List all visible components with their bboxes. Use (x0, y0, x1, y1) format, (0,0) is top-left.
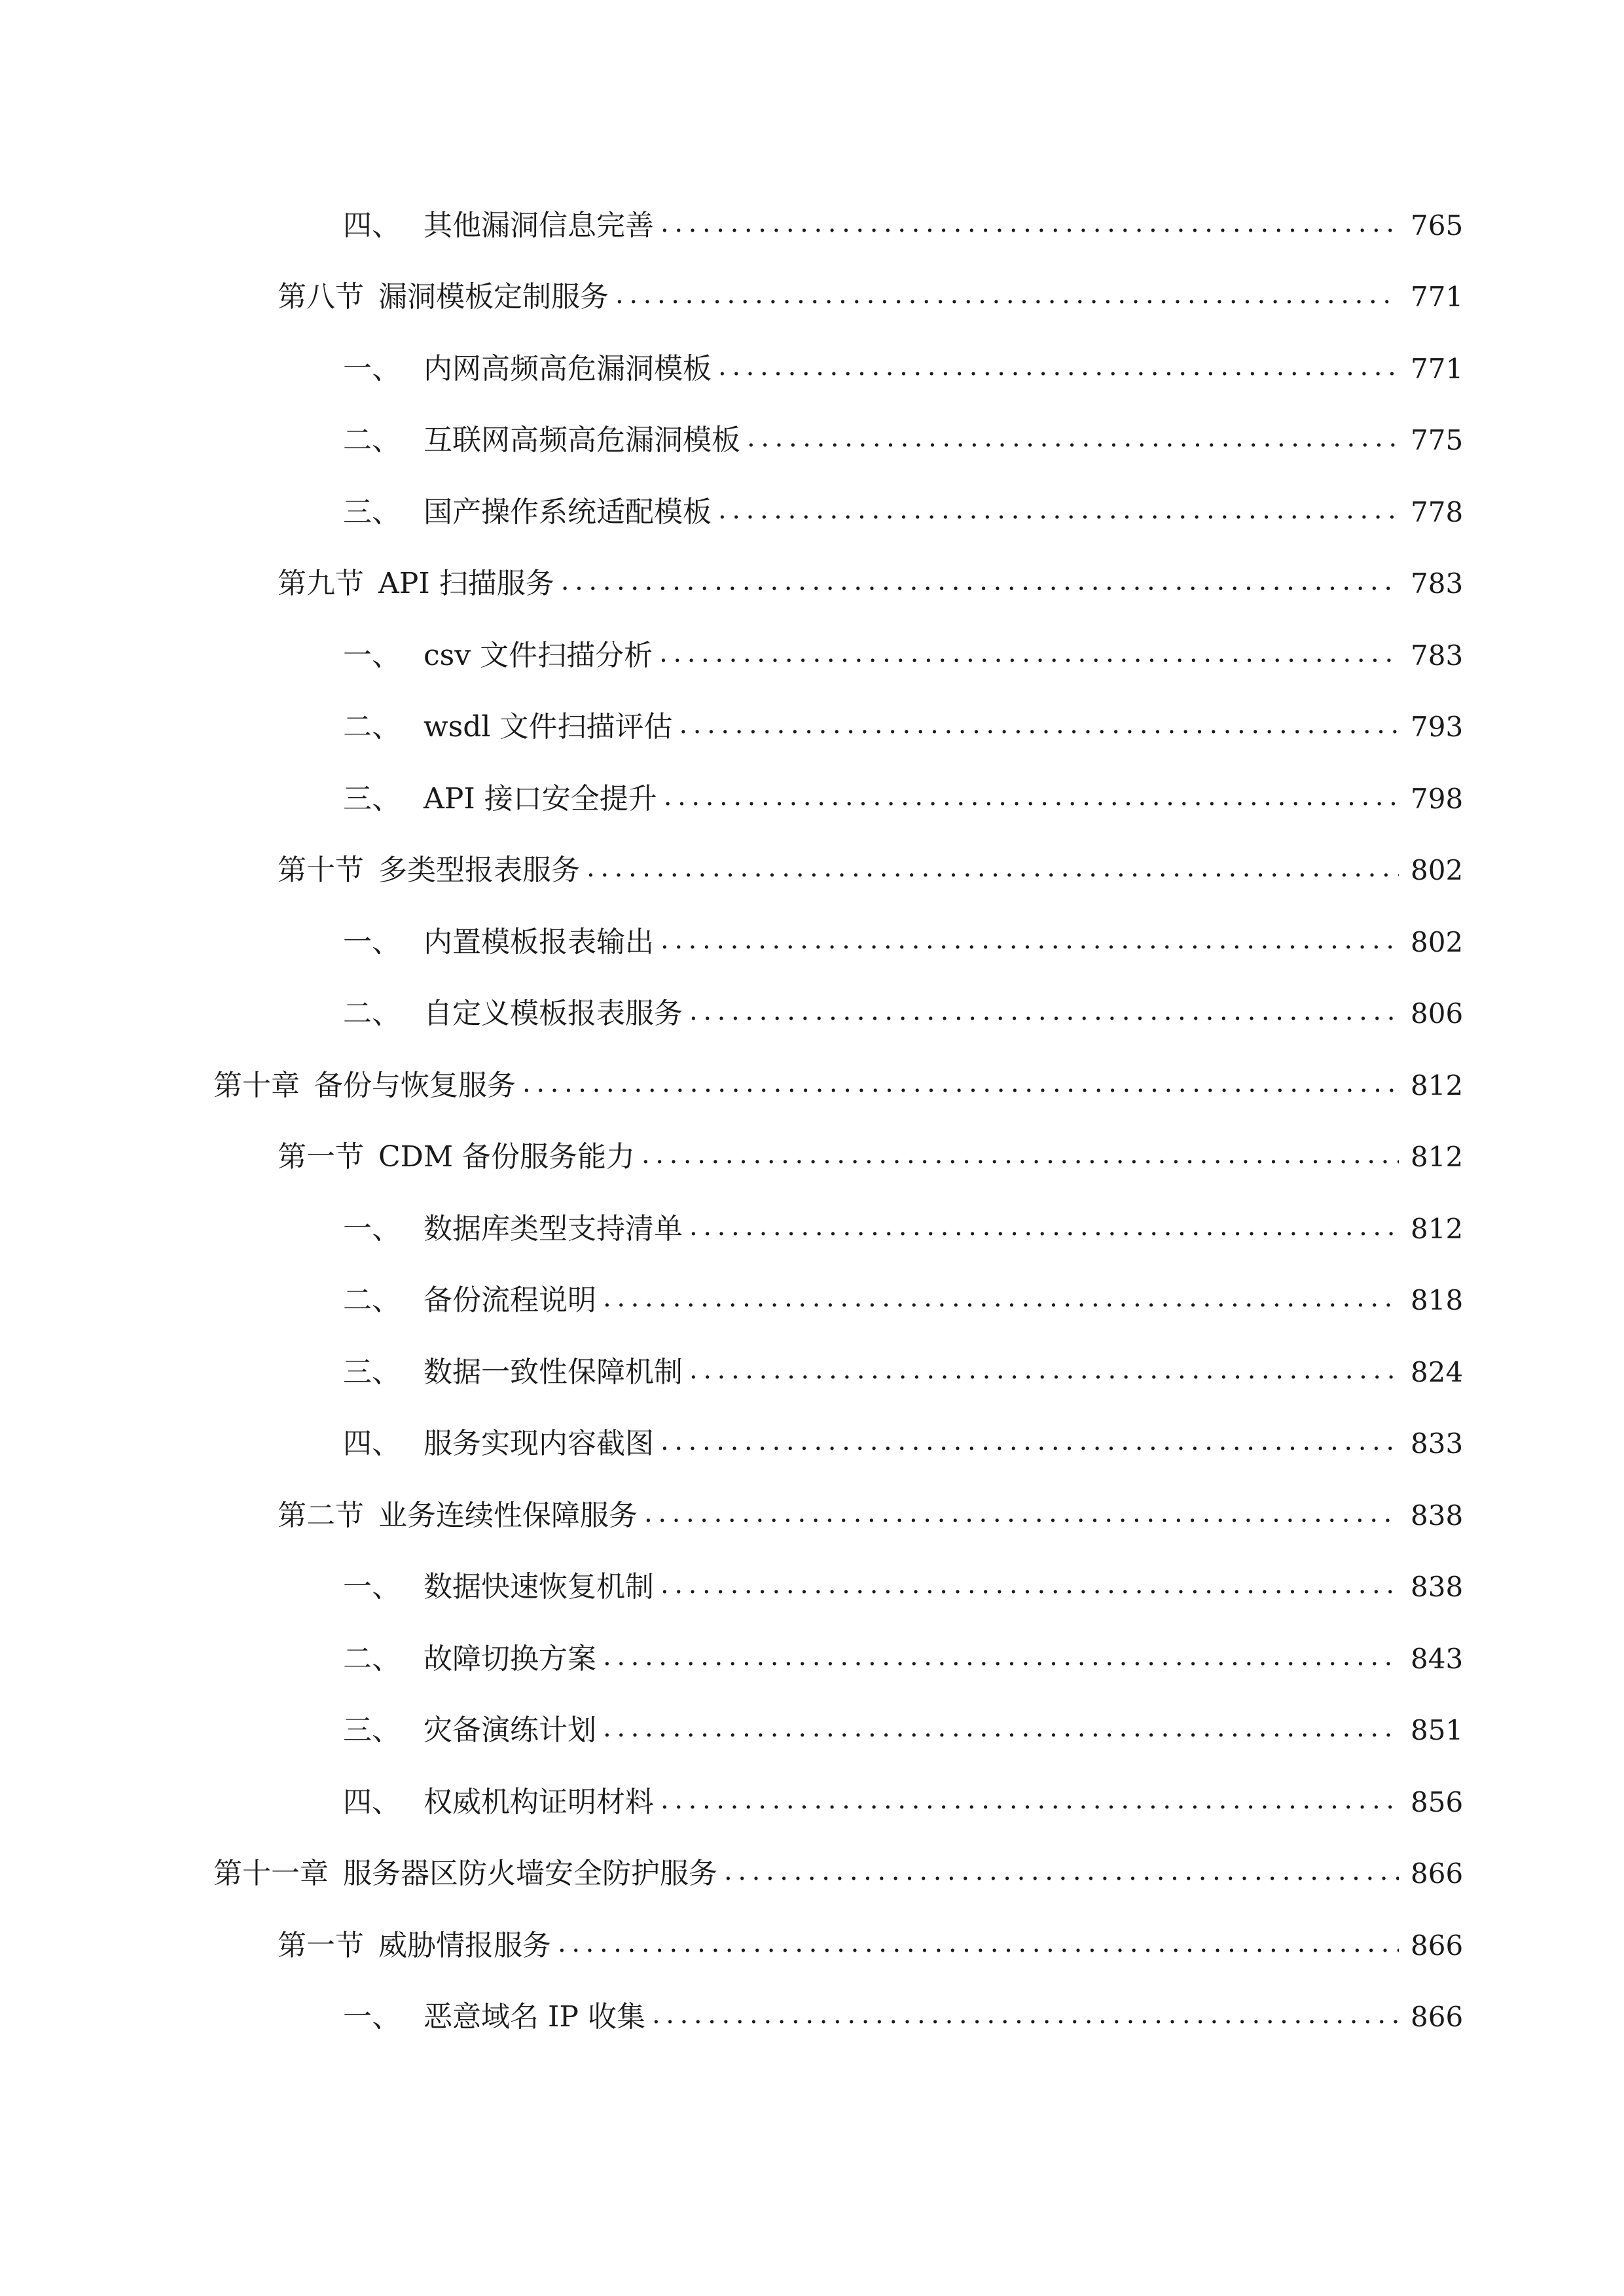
toc-entry-number: 四、 (343, 208, 401, 242)
toc-entry-number: 第九节 (278, 567, 364, 601)
toc-page-number: 843 (1411, 1642, 1464, 1675)
toc-entry-number: 四、 (343, 1785, 401, 1819)
toc-entry-title: 内置模板报表输出 (424, 925, 654, 959)
toc-page-number: 866 (1411, 1929, 1464, 1962)
toc-dot-leader (659, 641, 1399, 671)
toc-entry-number: 第二节 (278, 1498, 364, 1532)
toc-dot-leader (561, 569, 1399, 599)
toc-entry-item[interactable] (0, 1193, 1624, 1265)
toc-page-number: 778 (1411, 495, 1464, 528)
toc-dot-leader (660, 1429, 1399, 1459)
toc-entry-section[interactable] (0, 1480, 1624, 1552)
toc-entry-title: 服务器区防火墙安全防护服务 (343, 1857, 717, 1891)
toc-entry-section[interactable] (0, 1122, 1624, 1194)
toc-dot-leader (522, 1071, 1399, 1101)
toc-entry-number: 一、 (343, 2000, 401, 2034)
toc-entry-title: wsdl 文件扫描评估 (424, 710, 673, 744)
toc-entry-title: 自定义模板报表服务 (424, 997, 683, 1031)
toc-entry-item[interactable] (0, 476, 1624, 548)
toc-dot-leader (603, 1715, 1399, 1746)
toc-entry-title: 故障切换方案 (424, 1641, 596, 1676)
toc-entry-number: 三、 (343, 1713, 401, 1748)
toc-dot-leader (641, 1142, 1399, 1172)
toc-entry-number: 第一节 (278, 1140, 364, 1174)
toc-page-number: 775 (1411, 424, 1464, 457)
toc-entry-number: 第十节 (278, 853, 364, 888)
toc-entry-number: 第八节 (278, 280, 364, 314)
toc-dot-leader (689, 1357, 1399, 1388)
toc-dot-leader (689, 1214, 1399, 1244)
toc-dot-leader (615, 282, 1399, 312)
toc-entry-chapter[interactable] (0, 1050, 1624, 1122)
toc-entry-title: 业务连续性保障服务 (378, 1498, 638, 1532)
toc-page-number: 802 (1411, 925, 1464, 958)
toc-page-number: 818 (1411, 1284, 1464, 1317)
toc-page-number: 802 (1411, 854, 1464, 887)
toc-page-number: 838 (1411, 1499, 1464, 1532)
toc-page-number: 851 (1411, 1714, 1464, 1747)
toc-entry-number: 一、 (343, 1570, 401, 1604)
toc-entry-item[interactable] (0, 1336, 1624, 1408)
toc-entry-item[interactable] (0, 1623, 1624, 1695)
toc-entry-title: 国产操作系统适配模板 (424, 495, 712, 529)
toc-entry-title: CDM 备份服务能力 (378, 1140, 635, 1174)
toc-dot-leader (718, 354, 1399, 384)
toc-dot-leader (660, 1787, 1399, 1818)
toc-dot-leader (586, 855, 1399, 886)
toc-entry-number: 二、 (343, 423, 401, 457)
toc-entry-title: 权威机构证明材料 (424, 1785, 654, 1819)
toc-dot-leader (603, 1285, 1399, 1316)
toc-dot-leader (660, 211, 1399, 241)
toc-dot-leader (664, 784, 1399, 814)
toc-dot-leader (558, 1931, 1399, 1961)
toc-dot-leader (747, 425, 1399, 456)
toc-entry-title: 其他漏洞信息完善 (424, 208, 654, 242)
toc-entry-item[interactable] (0, 190, 1624, 262)
toc-dot-leader (660, 1572, 1399, 1602)
toc-dot-leader (603, 1644, 1399, 1674)
toc-entry-number: 二、 (343, 997, 401, 1031)
toc-entry-item[interactable] (0, 1265, 1624, 1337)
toc-entry-item[interactable] (0, 1767, 1624, 1839)
toc-page-number: 838 (1411, 1571, 1464, 1604)
toc-page-number: 833 (1411, 1427, 1464, 1460)
toc-entry-item[interactable] (0, 763, 1624, 835)
toc-entry-section[interactable] (0, 262, 1624, 334)
toc-entry-item[interactable] (0, 906, 1624, 978)
toc-entry-item[interactable] (0, 1982, 1624, 2054)
toc-entry-title: 漏洞模板定制服务 (378, 280, 609, 314)
toc-page-number: 771 (1411, 352, 1464, 385)
toc-page-number: 812 (1411, 1212, 1464, 1245)
toc-entry-number: 第一节 (278, 1928, 364, 1962)
toc-entry-number: 三、 (343, 495, 401, 529)
toc-page-number: 806 (1411, 997, 1464, 1030)
toc-page-number: 783 (1411, 567, 1464, 600)
toc-entry-title: 服务实现内容截图 (424, 1427, 654, 1461)
toc-entry-title: API 扫描服务 (378, 567, 554, 601)
toc-entry-item[interactable] (0, 405, 1624, 477)
toc-entry-section[interactable] (0, 548, 1624, 620)
toc-entry-title: csv 文件扫描分析 (424, 638, 653, 672)
toc-entry-title: 多类型报表服务 (378, 853, 580, 888)
toc-entry-title: 威胁情报服务 (378, 1928, 551, 1962)
toc-entry-number: 三、 (343, 1355, 401, 1389)
toc-entry-number: 第十一章 (213, 1857, 329, 1891)
toc-entry-chapter[interactable] (0, 1839, 1624, 1910)
toc-entry-item[interactable] (0, 1695, 1624, 1767)
toc-entry-number: 二、 (343, 1641, 401, 1676)
toc-entry-title: 数据快速恢复机制 (424, 1570, 654, 1604)
toc-page-number: 866 (1411, 2001, 1464, 2034)
toc-dot-leader (689, 999, 1399, 1029)
toc-page-number: 783 (1411, 639, 1464, 672)
toc-entry-number: 第十章 (213, 1068, 300, 1102)
toc-entry-title: 数据库类型支持清单 (424, 1211, 683, 1246)
toc-page-number: 765 (1411, 209, 1464, 242)
toc-entry-number: 二、 (343, 710, 401, 744)
toc-page-number: 812 (1411, 1141, 1464, 1174)
toc-entry-item[interactable] (0, 1552, 1624, 1624)
toc-dot-leader (718, 497, 1399, 528)
toc-entry-number: 一、 (343, 638, 401, 672)
toc-page-number: 866 (1411, 1857, 1464, 1890)
toc-entry-item[interactable] (0, 1408, 1624, 1480)
toc-entry-number: 一、 (343, 1211, 401, 1246)
toc-entry-section[interactable] (0, 835, 1624, 907)
toc-dot-leader (679, 712, 1399, 742)
toc-entry-title: 备份流程说明 (424, 1283, 596, 1318)
toc-entry-title: 备份与恢复服务 (314, 1068, 516, 1102)
toc-entry-item[interactable] (0, 333, 1624, 405)
toc-entry-title: 内网高频高危漏洞模板 (424, 351, 712, 386)
toc-entry-number: 一、 (343, 925, 401, 959)
toc-page-number: 771 (1411, 281, 1464, 314)
toc-entry-item[interactable] (0, 620, 1624, 692)
toc-entry-number: 二、 (343, 1283, 401, 1318)
toc-page-number: 798 (1411, 782, 1464, 815)
toc-entry-title: 互联网高频高危漏洞模板 (424, 423, 740, 457)
toc-dot-leader (660, 927, 1399, 958)
toc-entry-item[interactable] (0, 692, 1624, 764)
toc-entry-title: 恶意域名 IP 收集 (424, 2000, 645, 2034)
toc-dot-leader (644, 1501, 1399, 1531)
toc-entry-section[interactable] (0, 1910, 1624, 1982)
toc-entry-number: 一、 (343, 351, 401, 386)
toc-dot-leader (652, 2002, 1399, 2032)
toc-page-number: 812 (1411, 1069, 1464, 1102)
toc-dot-leader (724, 1859, 1399, 1889)
toc-page-number: 856 (1411, 1785, 1464, 1818)
toc-entry-number: 四、 (343, 1427, 401, 1461)
toc-entry-number: 三、 (343, 781, 401, 816)
toc-entry-title: 灾备演练计划 (424, 1713, 596, 1748)
toc-page-number: 793 (1411, 711, 1464, 744)
toc-page-number: 824 (1411, 1355, 1464, 1388)
toc-entry-title: API 接口安全提升 (424, 781, 657, 816)
toc-entry-item[interactable] (0, 978, 1624, 1050)
table-of-contents (0, 190, 1624, 2053)
toc-entry-title: 数据一致性保障机制 (424, 1355, 683, 1389)
